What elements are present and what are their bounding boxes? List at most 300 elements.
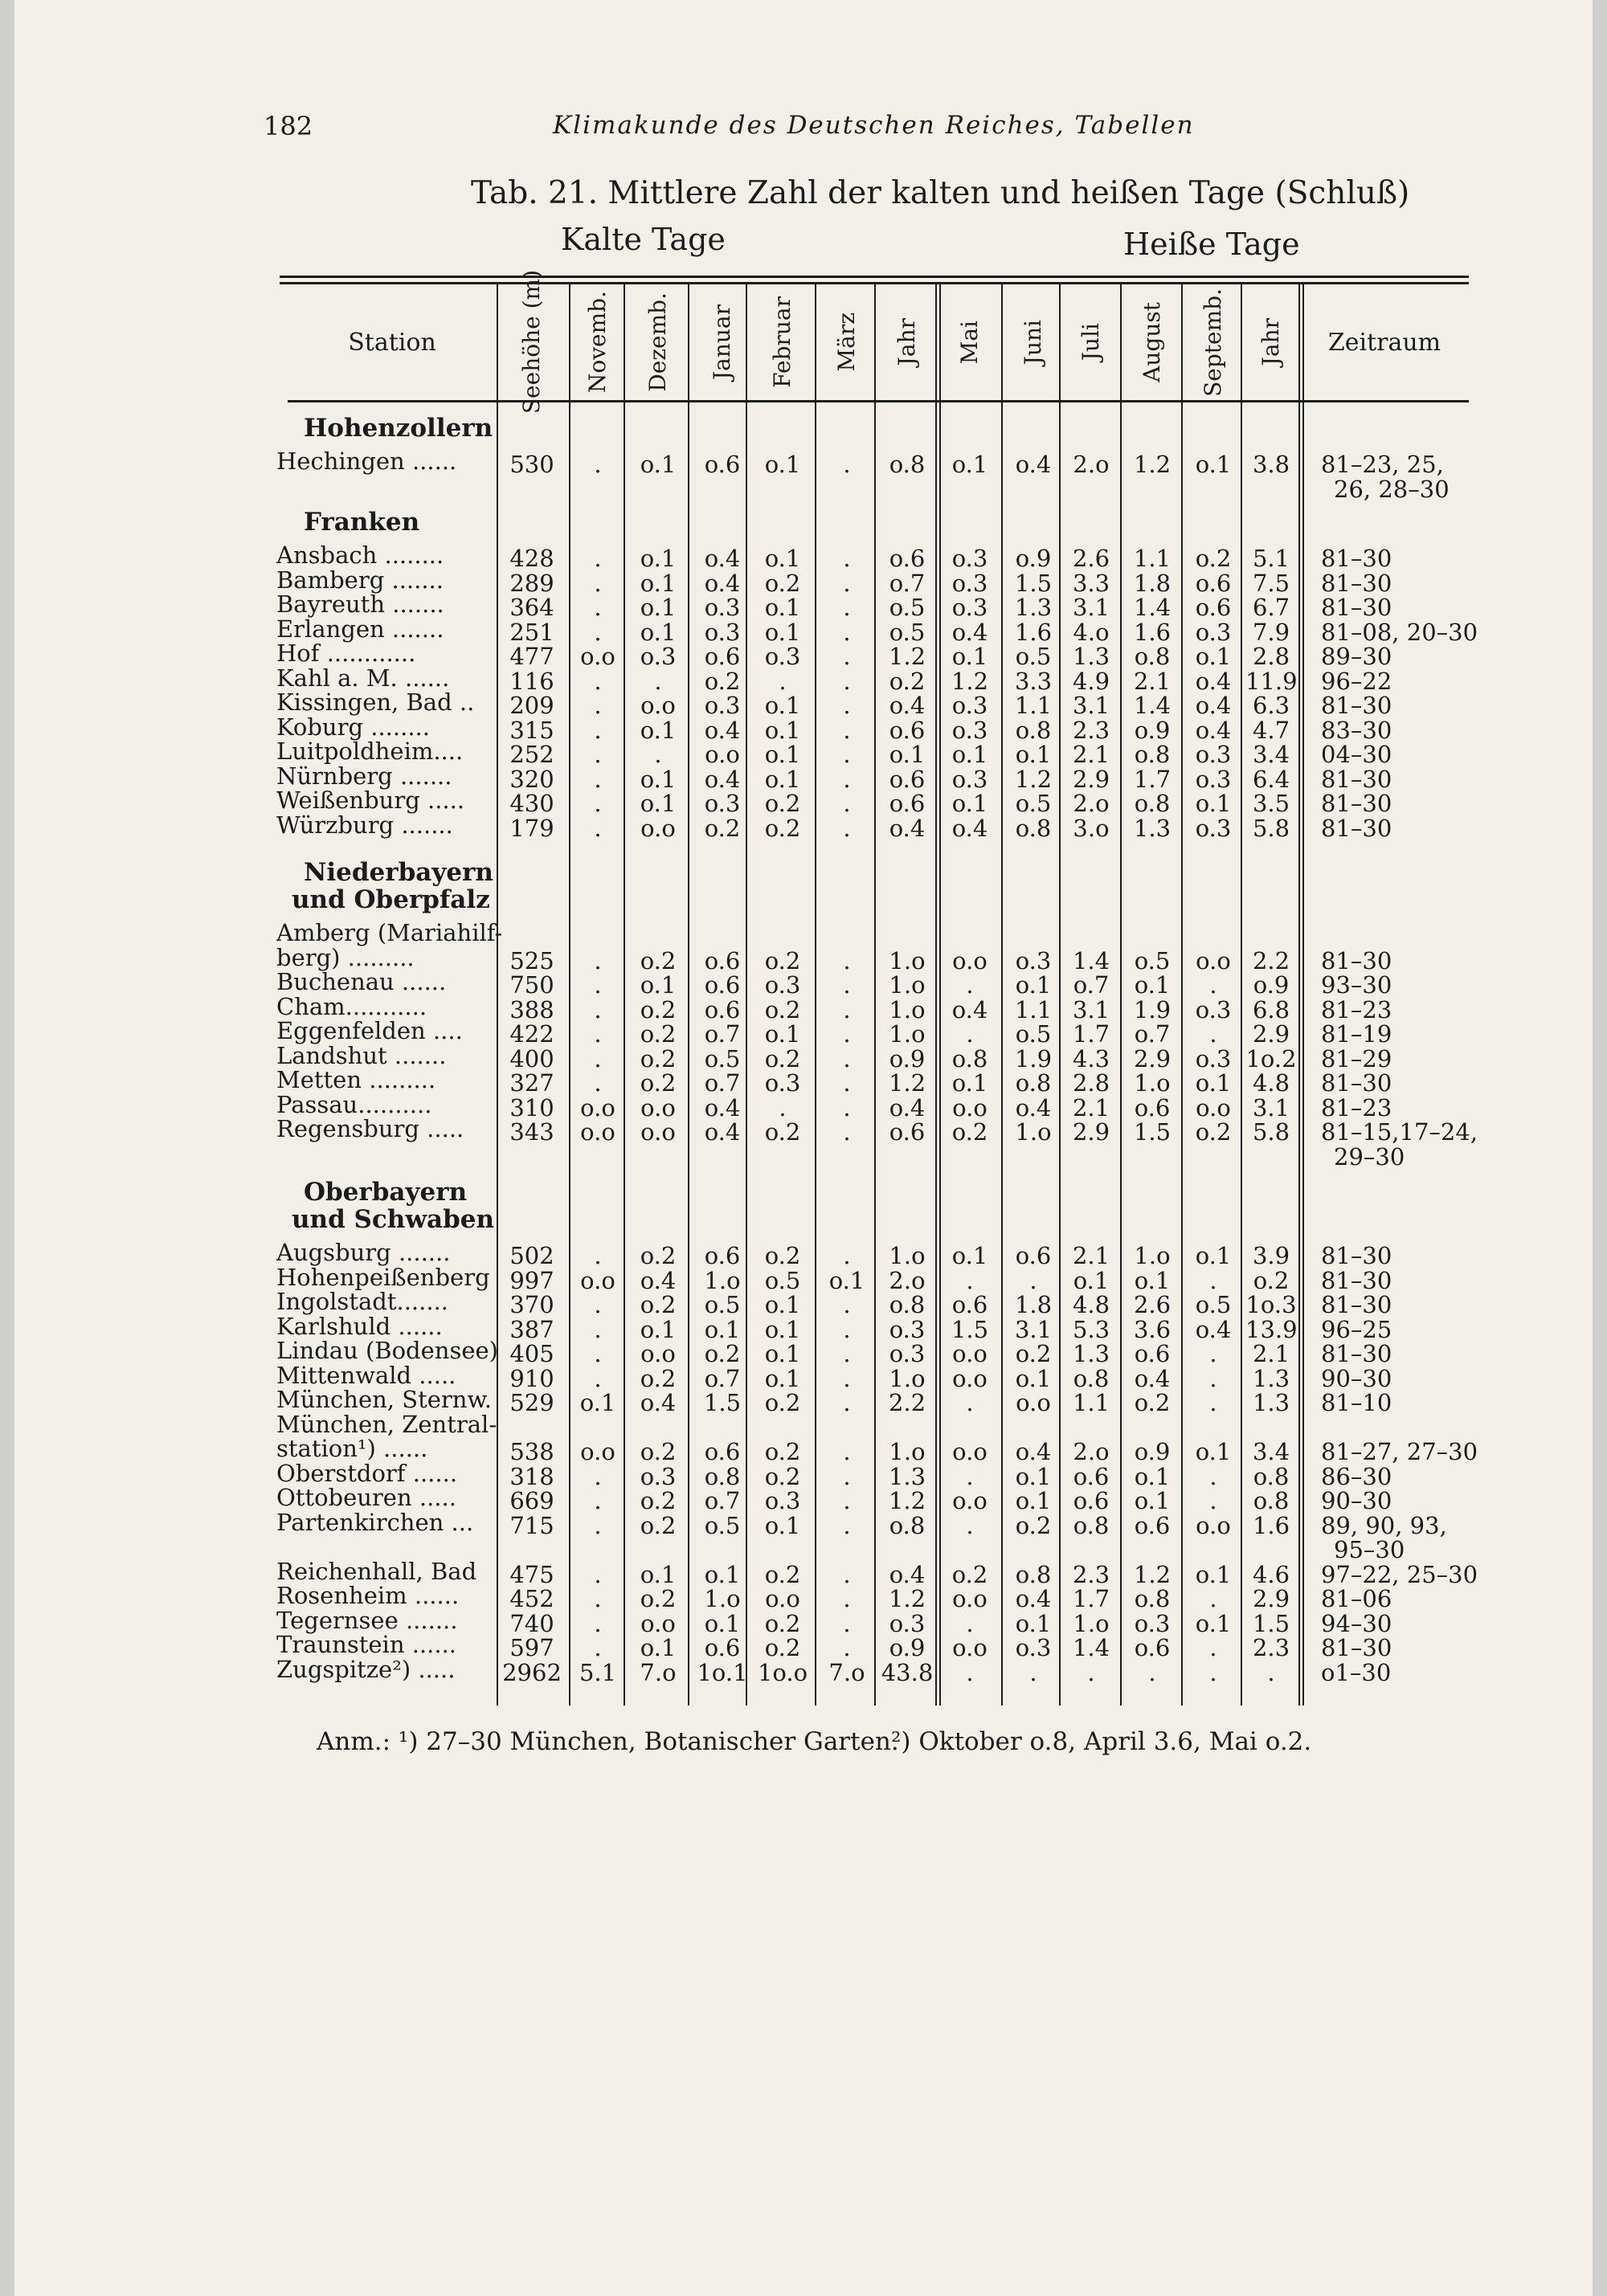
- column-header-februar: [749, 286, 816, 398]
- value-cell-mai: o.4: [951, 814, 988, 842]
- zeitraum-cell: 81–30: [1321, 1266, 1392, 1294]
- value-cell-septemb: o.4: [1195, 1315, 1232, 1343]
- value-cell-juli: 2.1: [1072, 1242, 1110, 1269]
- column-header-jahr-heiss: [1245, 286, 1297, 398]
- value-cell-novemb: .: [594, 790, 602, 817]
- value-cell-august: 1.3: [1133, 814, 1172, 842]
- zeitraum-cell: 81–30: [1321, 1291, 1392, 1318]
- value-cell-novemb: .: [594, 1609, 602, 1637]
- value-cell-juli: 4.o: [1073, 618, 1110, 646]
- value-cell-februar: o.1: [764, 451, 801, 478]
- value-cell-jahr-kalt: o.5: [889, 594, 926, 621]
- value-cell-januar: o.4: [704, 1093, 741, 1121]
- zeitraum-cell: 81–10: [1321, 1389, 1392, 1416]
- value-cell-dezemb: .: [654, 741, 662, 768]
- value-cell-august: 1.1: [1133, 545, 1172, 572]
- value-cell-septemb: .: [1209, 1020, 1217, 1048]
- value-cell-juli: 1.o: [1073, 1609, 1110, 1637]
- value-cell-august: 2.1: [1133, 667, 1172, 695]
- value-cell-septemb: o.o: [1196, 946, 1231, 974]
- value-cell-jahr-kalt: o.9: [889, 1634, 926, 1661]
- value-cell-septemb: o.1: [1195, 1438, 1232, 1465]
- column-header-seehoehe: [500, 270, 564, 415]
- zeitraum-cell: 90–30: [1321, 1364, 1392, 1392]
- value-cell-jahr-kalt: 1.o: [889, 1020, 926, 1048]
- value-cell-mai: o.3: [951, 594, 988, 621]
- value-cell-august: 1.4: [1133, 594, 1172, 621]
- value-cell-mai: o.8: [951, 1044, 988, 1072]
- value-cell-januar: o.o: [705, 741, 740, 768]
- value-cell-januar: o.1: [704, 1315, 741, 1343]
- value-cell-juni: 1.8: [1014, 1291, 1053, 1318]
- value-cell-novemb: o.o: [580, 1118, 615, 1146]
- station-name: Rosenheim ......: [276, 1582, 460, 1609]
- value-cell-juli: 2.3: [1072, 716, 1110, 744]
- value-cell-maerz: 7.o: [828, 1658, 865, 1686]
- value-cell-dezemb: o.3: [640, 643, 677, 670]
- value-cell-juli: 2.9: [1072, 765, 1110, 793]
- value-cell-august: o.6: [1134, 1634, 1171, 1661]
- value-cell-septemb: o.1: [1195, 451, 1232, 478]
- value-cell-jahr-heiss: 1.6: [1252, 1511, 1290, 1539]
- value-cell-septemb: .: [1209, 1266, 1217, 1294]
- value-cell-juni: o.2: [1015, 1340, 1052, 1367]
- value-cell-septemb: o.3: [1195, 1044, 1232, 1072]
- column-header-label: Seehöhe (m): [517, 270, 545, 415]
- value-cell-jahr-kalt: o.4: [889, 692, 926, 719]
- zeitraum-cell: 81–30: [1321, 569, 1392, 597]
- value-cell-jahr-heiss: 4.7: [1252, 716, 1290, 744]
- value-cell-juli: 2.1: [1072, 1093, 1110, 1121]
- value-cell-dezemb: o.2: [640, 995, 677, 1023]
- value-cell-januar: o.4: [704, 569, 741, 597]
- value-cell-juli: 2.6: [1072, 545, 1110, 572]
- value-cell-juni: o.5: [1015, 790, 1052, 817]
- value-cell-februar: o.3: [764, 971, 801, 999]
- value-cell-mai: .: [966, 1609, 974, 1637]
- value-cell-novemb: .: [594, 1044, 602, 1072]
- value-cell-mai: 1.2: [951, 667, 989, 695]
- value-cell-seehoehe: 475: [509, 1560, 554, 1588]
- value-cell-juli: 1.4: [1072, 1634, 1110, 1661]
- column-header-label: März: [832, 313, 860, 372]
- value-cell-februar: o.3: [764, 1487, 801, 1514]
- value-cell-juli: 2.o: [1073, 1438, 1110, 1465]
- value-cell-dezemb: o.o: [640, 1118, 676, 1146]
- value-cell-februar: o.2: [764, 1242, 801, 1269]
- value-cell-septemb: o.o: [1196, 1511, 1231, 1539]
- value-cell-dezemb: o.2: [640, 1585, 677, 1612]
- zeitraum-cell: 81–30: [1321, 946, 1392, 974]
- column-header-novemb: [570, 286, 625, 398]
- value-cell-februar: o.1: [764, 1291, 801, 1318]
- value-cell-dezemb: o.2: [640, 1511, 677, 1539]
- value-cell-seehoehe: 740: [509, 1609, 554, 1637]
- zeitraum-cell: 81–30: [1321, 545, 1392, 572]
- value-cell-dezemb: o.1: [640, 451, 677, 478]
- value-cell-maerz: .: [843, 692, 851, 719]
- zeitraum-cell: 81–30: [1321, 790, 1392, 817]
- value-cell-februar: .: [779, 1093, 787, 1121]
- value-cell-novemb: .: [594, 1585, 602, 1612]
- value-cell-juli: 4.9: [1072, 667, 1110, 695]
- station-name: Luitpoldheim....: [276, 737, 464, 765]
- value-cell-novemb: .: [594, 946, 602, 974]
- section-heading: Niederbayern: [304, 858, 493, 887]
- value-cell-februar: o.2: [764, 1609, 801, 1637]
- value-cell-januar: o.5: [704, 1511, 741, 1539]
- value-cell-august: o.8: [1134, 741, 1171, 768]
- section-heading: Hohenzollern: [304, 414, 493, 443]
- value-cell-jahr-heiss: 3.4: [1252, 1438, 1290, 1465]
- value-cell-august: o.6: [1134, 1511, 1171, 1539]
- zeitraum-cell: 93–30: [1321, 971, 1392, 999]
- value-cell-februar: o.2: [764, 1044, 801, 1072]
- value-cell-septemb: o.3: [1195, 741, 1232, 768]
- table-top-rule: [280, 276, 1469, 278]
- value-cell-novemb: .: [594, 545, 602, 572]
- value-cell-seehoehe: 750: [509, 971, 554, 999]
- column-header-juni: [1004, 286, 1062, 398]
- value-cell-mai: o.2: [951, 1560, 988, 1588]
- value-cell-jahr-heiss: 7.9: [1252, 618, 1290, 646]
- value-cell-septemb: .: [1209, 1487, 1217, 1514]
- value-cell-jahr-heiss: 3.5: [1252, 790, 1290, 817]
- station-name: München, Zentral-: [276, 1410, 497, 1438]
- value-cell-jahr-kalt: 1.o: [889, 971, 926, 999]
- value-cell-dezemb: o.2: [640, 1069, 677, 1097]
- value-cell-mai: .: [966, 1462, 974, 1490]
- station-name: Kissingen, Bad ..: [276, 688, 475, 716]
- value-cell-januar: o.6: [704, 451, 741, 478]
- section-heading: Franken: [304, 508, 420, 537]
- value-cell-maerz: .: [843, 569, 851, 597]
- value-cell-januar: o.5: [704, 1044, 741, 1072]
- station-name: Traunstein ......: [276, 1631, 457, 1658]
- value-cell-jahr-heiss: 6.3: [1252, 692, 1290, 719]
- value-cell-juli: 4.8: [1072, 1291, 1110, 1318]
- value-cell-maerz: .: [843, 1242, 851, 1269]
- value-cell-jahr-kalt: 1.2: [888, 643, 926, 670]
- value-cell-mai: o.1: [951, 643, 988, 670]
- column-header-label: Dezemb.: [644, 292, 671, 392]
- value-cell-mai: o.o: [952, 1487, 988, 1514]
- value-cell-seehoehe: 252: [509, 741, 554, 768]
- value-cell-novemb: .: [594, 971, 602, 999]
- value-cell-septemb: o.2: [1195, 1118, 1232, 1146]
- value-cell-maerz: .: [843, 814, 851, 842]
- value-cell-jahr-heiss: 5.1: [1252, 545, 1290, 572]
- value-cell-februar: o.2: [764, 814, 801, 842]
- value-cell-mai: o.o: [952, 1340, 988, 1367]
- zeitraum-cell: 81–08, 20–30: [1321, 618, 1478, 646]
- zeitraum-cell: 89, 90, 93,: [1321, 1511, 1447, 1539]
- value-cell-juni: o.8: [1015, 1560, 1052, 1588]
- value-cell-juli: 1.3: [1072, 1340, 1110, 1367]
- value-cell-januar: o.7: [704, 1069, 741, 1097]
- value-cell-februar: o.1: [764, 716, 801, 744]
- value-cell-februar: o.2: [764, 1438, 801, 1465]
- value-cell-januar: o.3: [704, 594, 741, 621]
- value-cell-jahr-kalt: 43.8: [881, 1658, 934, 1686]
- value-cell-juni: o.3: [1015, 1634, 1052, 1661]
- value-cell-januar: o.6: [704, 643, 741, 670]
- zeitraum-cell: 81–29: [1321, 1044, 1392, 1072]
- value-cell-dezemb: o.o: [640, 692, 676, 719]
- value-cell-seehoehe: 315: [509, 716, 554, 744]
- value-cell-seehoehe: 400: [509, 1044, 554, 1072]
- station-name: Karlshuld ......: [276, 1312, 443, 1340]
- value-cell-juni: o.1: [1015, 1462, 1052, 1490]
- column-header-label: Januar: [708, 304, 735, 381]
- value-cell-jahr-heiss: 3.9: [1252, 1242, 1290, 1269]
- station-name: Nürnberg .......: [276, 762, 452, 790]
- value-cell-novemb: .: [594, 741, 602, 768]
- value-cell-jahr-heiss: 5.8: [1252, 1118, 1290, 1146]
- table-title: Tab. 21. Mittlere Zahl der kalten und heißen Tage (Schluß): [471, 175, 1410, 211]
- value-cell-septemb: .: [1209, 971, 1217, 999]
- value-cell-mai: o.o: [952, 946, 988, 974]
- value-cell-januar: 1o.1: [697, 1658, 748, 1686]
- zeitraum-cell: 81–30: [1321, 814, 1392, 842]
- value-cell-maerz: .: [843, 1462, 851, 1490]
- value-cell-maerz: .: [843, 1364, 851, 1392]
- value-cell-dezemb: o.2: [640, 1242, 677, 1269]
- value-cell-jahr-heiss: 2.9: [1252, 1020, 1290, 1048]
- value-cell-juli: 1.7: [1072, 1020, 1110, 1048]
- value-cell-juli: 3.3: [1072, 569, 1110, 597]
- value-cell-januar: o.6: [704, 1438, 741, 1465]
- value-cell-novemb: 5.1: [579, 1658, 617, 1686]
- value-cell-mai: o.1: [951, 1242, 988, 1269]
- value-cell-maerz: .: [843, 790, 851, 817]
- value-cell-mai: o.3: [951, 716, 988, 744]
- value-cell-novemb: .: [594, 995, 602, 1023]
- value-cell-dezemb: o.2: [640, 1044, 677, 1072]
- value-cell-dezemb: o.2: [640, 946, 677, 974]
- value-cell-jahr-kalt: 1.3: [888, 1462, 926, 1490]
- value-cell-januar: o.5: [704, 1291, 741, 1318]
- value-cell-dezemb: o.2: [640, 1364, 677, 1392]
- value-cell-septemb: o.1: [1195, 1242, 1232, 1269]
- value-cell-jahr-kalt: 1.2: [888, 1069, 926, 1097]
- station-name: Regensburg .....: [276, 1115, 464, 1142]
- value-cell-jahr-kalt: 1.o: [889, 1438, 926, 1465]
- value-cell-maerz: .: [843, 716, 851, 744]
- value-cell-septemb: o.4: [1195, 716, 1232, 744]
- zeitraum-cell: 29–30: [1334, 1142, 1405, 1170]
- value-cell-mai: o.1: [951, 790, 988, 817]
- group-heading-kalte-tage: Kalte Tage: [561, 222, 726, 257]
- value-cell-mai: o.6: [951, 1291, 988, 1318]
- value-cell-novemb: o.o: [580, 643, 615, 670]
- column-rule: [1120, 284, 1122, 1706]
- value-cell-januar: o.6: [704, 995, 741, 1023]
- value-cell-jahr-kalt: o.1: [889, 741, 926, 768]
- value-cell-juni: o.o: [1016, 1389, 1051, 1416]
- value-cell-dezemb: o.1: [640, 1315, 677, 1343]
- station-name: berg) .........: [276, 943, 415, 971]
- value-cell-august: o.1: [1134, 1487, 1171, 1514]
- value-cell-juni: .: [1029, 1658, 1037, 1686]
- value-cell-mai: o.o: [952, 1438, 988, 1465]
- value-cell-februar: o.1: [764, 1020, 801, 1048]
- value-cell-jahr-heiss: 4.6: [1252, 1560, 1290, 1588]
- value-cell-seehoehe: 452: [509, 1585, 554, 1612]
- value-cell-maerz: .: [843, 618, 851, 646]
- value-cell-juni: o.8: [1015, 1069, 1052, 1097]
- value-cell-novemb: .: [594, 1364, 602, 1392]
- value-cell-august: o.8: [1134, 1585, 1171, 1612]
- value-cell-jahr-heiss: 3.4: [1252, 741, 1290, 768]
- value-cell-novemb: .: [594, 1560, 602, 1588]
- value-cell-august: o.6: [1134, 1340, 1171, 1367]
- value-cell-maerz: .: [843, 765, 851, 793]
- value-cell-septemb: .: [1209, 1634, 1217, 1661]
- value-cell-seehoehe: 538: [509, 1438, 554, 1465]
- value-cell-novemb: .: [594, 765, 602, 793]
- value-cell-dezemb: o.1: [640, 1634, 677, 1661]
- column-header-septemb: [1184, 286, 1242, 398]
- zeitraum-cell: 86–30: [1321, 1462, 1392, 1490]
- value-cell-juli: 2.o: [1073, 790, 1110, 817]
- value-cell-dezemb: o.1: [640, 765, 677, 793]
- value-cell-jahr-kalt: o.3: [889, 1315, 926, 1343]
- value-cell-jahr-heiss: 1o.3: [1245, 1291, 1297, 1318]
- value-cell-septemb: .: [1209, 1340, 1217, 1367]
- value-cell-septemb: o.3: [1195, 618, 1232, 646]
- value-cell-januar: o.2: [704, 814, 741, 842]
- zeitraum-cell: 81–30: [1321, 1069, 1392, 1097]
- value-cell-jahr-kalt: o.6: [889, 1118, 926, 1146]
- value-cell-jahr-heiss: 6.7: [1252, 594, 1290, 621]
- value-cell-februar: o.1: [764, 741, 801, 768]
- value-cell-august: 1.5: [1133, 1118, 1172, 1146]
- zeitraum-cell: 81–27, 27–30: [1321, 1438, 1478, 1465]
- station-name: Erlangen .......: [276, 615, 444, 643]
- value-cell-seehoehe: 997: [509, 1266, 554, 1294]
- column-header-august: [1123, 286, 1181, 398]
- zeitraum-cell: 90–30: [1321, 1487, 1392, 1514]
- value-cell-januar: o.2: [704, 667, 741, 695]
- value-cell-mai: .: [966, 1658, 974, 1686]
- value-cell-seehoehe: 116: [509, 667, 554, 695]
- value-cell-mai: o.2: [951, 1118, 988, 1146]
- value-cell-januar: o.6: [704, 1634, 741, 1661]
- station-name: Augsburg .......: [276, 1239, 451, 1266]
- value-cell-juni: .: [1029, 1266, 1037, 1294]
- zeitraum-cell: 81–30: [1321, 1634, 1392, 1661]
- value-cell-juli: .: [1087, 1658, 1095, 1686]
- value-cell-juli: o.8: [1073, 1511, 1110, 1539]
- value-cell-jahr-kalt: 2.o: [889, 1266, 926, 1294]
- value-cell-maerz: .: [843, 594, 851, 621]
- value-cell-august: o.8: [1134, 643, 1171, 670]
- value-cell-novemb: o.o: [580, 1093, 615, 1121]
- value-cell-maerz: .: [843, 1585, 851, 1612]
- value-cell-august: o.7: [1134, 1020, 1171, 1048]
- value-cell-august: o.6: [1134, 1093, 1171, 1121]
- value-cell-novemb: .: [594, 594, 602, 621]
- value-cell-septemb: .: [1209, 1585, 1217, 1612]
- value-cell-novemb: .: [594, 692, 602, 719]
- value-cell-jahr-heiss: o.9: [1253, 971, 1290, 999]
- value-cell-jahr-heiss: 2.8: [1252, 643, 1290, 670]
- value-cell-juni: o.1: [1015, 971, 1052, 999]
- station-name: Ansbach ........: [276, 541, 444, 569]
- value-cell-mai: o.4: [951, 618, 988, 646]
- value-cell-august: 1.2: [1133, 1560, 1172, 1588]
- value-cell-novemb: .: [594, 814, 602, 842]
- value-cell-novemb: .: [594, 1462, 602, 1490]
- value-cell-dezemb: o.o: [640, 1609, 676, 1637]
- station-name: Cham...........: [276, 992, 427, 1020]
- value-cell-mai: o.3: [951, 545, 988, 572]
- zeitraum-cell: 81–19: [1321, 1020, 1392, 1048]
- value-cell-septemb: o.1: [1195, 1560, 1232, 1588]
- value-cell-maerz: .: [843, 451, 851, 478]
- station-name: Eggenfelden ....: [276, 1017, 463, 1044]
- zeitraum-cell: 81–15,17–24,: [1321, 1118, 1478, 1146]
- value-cell-februar: o.1: [764, 545, 801, 572]
- value-cell-jahr-kalt: 1.o: [889, 1364, 926, 1392]
- value-cell-juni: o.4: [1015, 451, 1052, 478]
- value-cell-seehoehe: 422: [509, 1020, 554, 1048]
- value-cell-jahr-kalt: o.6: [889, 545, 926, 572]
- column-header-januar: [693, 286, 752, 398]
- station-name: Hohenpeißenberg: [276, 1263, 490, 1291]
- value-cell-juni: 1.o: [1015, 1118, 1052, 1146]
- value-cell-mai: .: [966, 1020, 974, 1048]
- station-name: Partenkirchen ...: [276, 1508, 474, 1536]
- value-cell-jahr-kalt: 1.o: [889, 1242, 926, 1269]
- value-cell-maerz: .: [843, 1634, 851, 1661]
- value-cell-maerz: .: [843, 643, 851, 670]
- value-cell-mai: o.o: [952, 1634, 988, 1661]
- zeitraum-cell: 89–30: [1321, 643, 1392, 670]
- value-cell-novemb: .: [594, 1315, 602, 1343]
- value-cell-novemb: .: [594, 569, 602, 597]
- value-cell-juli: 2.3: [1072, 1560, 1110, 1588]
- value-cell-maerz: .: [843, 1609, 851, 1637]
- value-cell-januar: o.1: [704, 1609, 741, 1637]
- value-cell-februar: o.1: [764, 1511, 801, 1539]
- value-cell-februar: o.1: [764, 1364, 801, 1392]
- value-cell-januar: o.7: [704, 1020, 741, 1048]
- value-cell-juli: 1.3: [1072, 643, 1110, 670]
- zeitraum-cell: 81–30: [1321, 594, 1392, 621]
- value-cell-seehoehe: 502: [509, 1242, 554, 1269]
- value-cell-seehoehe: 179: [509, 814, 554, 842]
- value-cell-maerz: .: [843, 1487, 851, 1514]
- value-cell-juni: o.1: [1015, 1487, 1052, 1514]
- value-cell-maerz: .: [843, 1560, 851, 1588]
- value-cell-juni: 3.3: [1014, 667, 1053, 695]
- value-cell-juli: o.6: [1073, 1462, 1110, 1490]
- value-cell-juli: o.8: [1073, 1364, 1110, 1392]
- value-cell-juni: o.8: [1015, 814, 1052, 842]
- value-cell-maerz: .: [843, 1315, 851, 1343]
- value-cell-juni: o.5: [1015, 643, 1052, 670]
- value-cell-dezemb: o.3: [640, 1462, 677, 1490]
- zeitraum-cell: 94–30: [1321, 1609, 1392, 1637]
- value-cell-seehoehe: 387: [509, 1315, 554, 1343]
- footnote-2: ²) Oktober o.8, April 3.6, Mai o.2.: [891, 1727, 1312, 1756]
- value-cell-jahr-kalt: 1.o: [889, 995, 926, 1023]
- value-cell-dezemb: o.4: [640, 1266, 677, 1294]
- value-cell-seehoehe: 430: [509, 790, 554, 817]
- value-cell-seehoehe: 530: [509, 451, 554, 478]
